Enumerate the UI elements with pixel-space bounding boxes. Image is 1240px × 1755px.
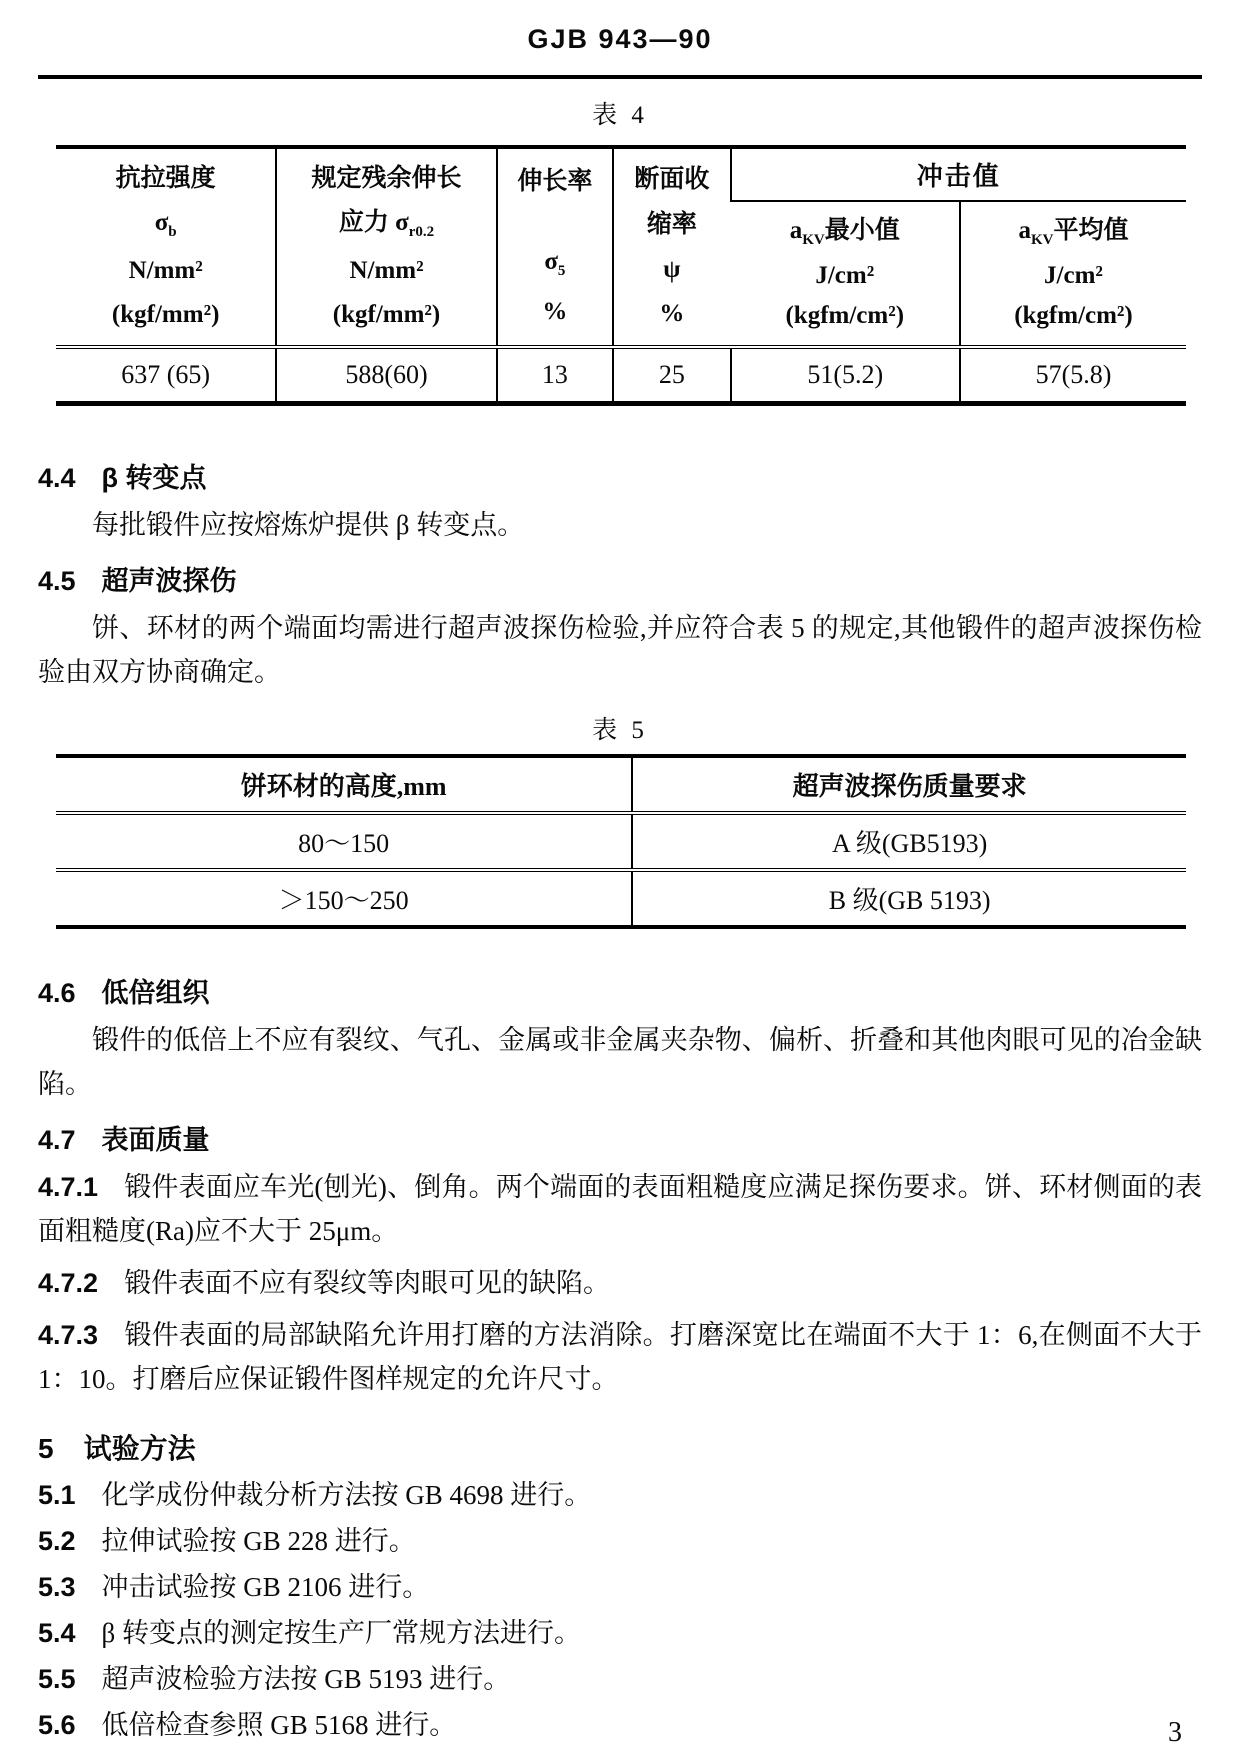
section-number: 4.5 (38, 565, 76, 596)
method-item-5-6 (38, 1707, 1202, 1743)
section-4-7-2 (38, 1261, 1202, 1305)
method-item-5-3 (38, 1569, 1202, 1605)
section-title: 超声波探伤 (101, 565, 237, 596)
table-5 (56, 754, 1186, 929)
clause-text: 低倍检查参照 GB 5168 进行。 (101, 1709, 457, 1740)
col-title: 抗拉强度 (115, 165, 216, 193)
section-4-5-heading (38, 559, 1202, 598)
value-reduction: 25 (613, 347, 731, 403)
col-title: 规定残余伸长 (311, 165, 462, 193)
clause-number: 5.1 (38, 1479, 76, 1510)
clause-number: 4.7.2 (38, 1267, 99, 1298)
value-quality-grade: A 级(GB5193) (632, 813, 1186, 870)
clause-number: 5.6 (38, 1709, 76, 1740)
col-symbol: 应力 $\sigma_{r0.2}$ (338, 209, 435, 241)
col-unit-kgf: (kgfm/cm²) (1014, 302, 1133, 330)
table4-col-reduction-of-area (613, 147, 731, 347)
doc-number: GJB 943—90 (527, 24, 713, 54)
table5-col-height-header: 饼环材的高度,mm (56, 756, 632, 813)
clause-text: 锻件表面不应有裂纹等肉眼可见的缺陷。 (124, 1267, 611, 1298)
section-4-6-heading (38, 971, 1202, 1010)
section-4-7-3 (38, 1313, 1202, 1401)
clause-number: 5.4 (38, 1617, 76, 1648)
col-unit-kgf: (kgf/mm²) (111, 301, 220, 329)
clause-number: 5.2 (38, 1525, 76, 1556)
clause-text: 拉伸试验按 GB 228 进行。 (101, 1525, 416, 1556)
value-elongation: 13 (497, 347, 613, 403)
col-unit-kgf: (kgf/mm²) (332, 301, 441, 329)
clause-text: 化学成份仲裁分析方法按 GB 4698 进行。 (101, 1479, 592, 1510)
value-tensile-strength: 637 (65) (56, 347, 276, 403)
table-5-header-row (56, 756, 1186, 813)
table4-impact-group-header: 冲击值 (731, 147, 1186, 201)
value-quality-grade: B 级(GB 5193) (828, 885, 991, 915)
table4-col-impact-avg (960, 201, 1186, 347)
clause-text: β 转变点的测定按生产厂常规方法进行。 (101, 1617, 582, 1648)
table4-caption: 表 4 (592, 102, 648, 129)
table-5-row-1 (56, 813, 1186, 870)
section-4-4-body: 每批锻件应按熔炼炉提供 β 转变点。 (92, 509, 525, 540)
col-symbol: $\sigma_5$ (544, 247, 566, 279)
method-item-5-1 (38, 1477, 1202, 1513)
section-number: 4.6 (38, 977, 76, 1008)
section-4-7-heading (38, 1118, 1202, 1157)
section-4-5-body: 饼、环材的两个端面均需进行超声波探伤检验,并应符合表 5 的规定,其他锻件的超声波探伤检验由双方协商确定。 (38, 612, 1202, 687)
section-5-heading (38, 1427, 1202, 1467)
section-title: 试验方法 (83, 1432, 196, 1464)
section-4-6-body: 锻件的低倍上不应有裂纹、气孔、金属或非金属夹杂物、偏析、折叠和其他肉眼可见的冶金缺陷。 (38, 1024, 1202, 1099)
col-symbol-label: $a_{KV}$平均值 (1018, 217, 1129, 249)
clause-number: 4.7.3 (38, 1319, 99, 1350)
section-number: 4.4 (38, 462, 76, 493)
table4-col-elongation (497, 147, 613, 347)
value-impact-avg: 57(5.8) (960, 347, 1186, 403)
section-title: 低倍组织 (101, 977, 210, 1008)
col-unit-si: N/mm² (349, 257, 424, 285)
col-unit: % (659, 300, 685, 328)
value-residual-stress: 588(60) (276, 347, 496, 403)
col-title: 伸长率 (517, 168, 593, 196)
clause-text: 超声波检验方法按 GB 5193 进行。 (101, 1663, 511, 1694)
col-unit-si: N/mm² (128, 257, 203, 285)
col-title-line1: 断面收 (634, 166, 710, 194)
method-item-5-2 (38, 1523, 1202, 1559)
page-number: 3 (1168, 1717, 1182, 1748)
table4-col-impact-min (731, 201, 960, 347)
value-height-range: 80～150 (56, 813, 632, 870)
col-unit: % (542, 298, 568, 326)
table5-col-quality-header: 超声波探伤质量要求 (632, 756, 1186, 813)
section-4-4-heading (38, 456, 1202, 495)
method-item-5-4 (38, 1615, 1202, 1651)
section-title: β 转变点 (101, 462, 207, 493)
col-unit-si: J/cm² (815, 261, 875, 289)
clause-text: 冲击试验按 GB 2106 进行。 (101, 1571, 430, 1602)
method-item-5-5 (38, 1661, 1202, 1697)
clause-number: 5.5 (38, 1663, 76, 1694)
col-symbol-label: $a_{KV}$最小值 (789, 217, 900, 249)
table-4-data-row (56, 347, 1186, 403)
header-divider (38, 75, 1202, 79)
table-4-header-row-1 (56, 147, 1186, 201)
clause-text: 锻件表面的局部缺陷允许用打磨的方法消除。打磨深宽比在端面不大于 1：6,在侧面不大于 1：10。打磨后应保证锻件图样规定的允许尺寸。 (38, 1319, 1202, 1394)
value-impact-min: 51(5.2) (731, 347, 960, 403)
table5-caption: 表 5 (592, 716, 648, 744)
section-title: 表面质量 (101, 1124, 210, 1155)
col-symbol: ψ (663, 255, 681, 283)
section-4-7-1 (38, 1165, 1202, 1253)
section-number: 4.7 (38, 1124, 76, 1155)
table4-col-tensile-strength (56, 147, 276, 347)
col-unit-kgf: (kgfm/cm²) (785, 302, 905, 330)
clause-text: 锻件表面应车光(刨光)、倒角。两个端面的表面粗糙度应满足探伤要求。饼、环材侧面的表面粗糙度(Ra)应不大于 25μm。 (38, 1171, 1202, 1246)
clause-number: 4.7.1 (38, 1171, 99, 1202)
clause-number: 5.3 (38, 1571, 76, 1602)
table-4 (56, 145, 1186, 406)
col-unit-si: J/cm² (1044, 261, 1103, 289)
section-number: 5 (38, 1432, 54, 1464)
value-height-range: ＞150～250 (56, 870, 632, 927)
col-title-line2: 缩率 (646, 210, 697, 238)
table-5-row-2 (56, 870, 1186, 927)
col-symbol: $\sigma_b$ (154, 209, 177, 241)
table4-col-residual-elongation-stress (276, 147, 496, 347)
